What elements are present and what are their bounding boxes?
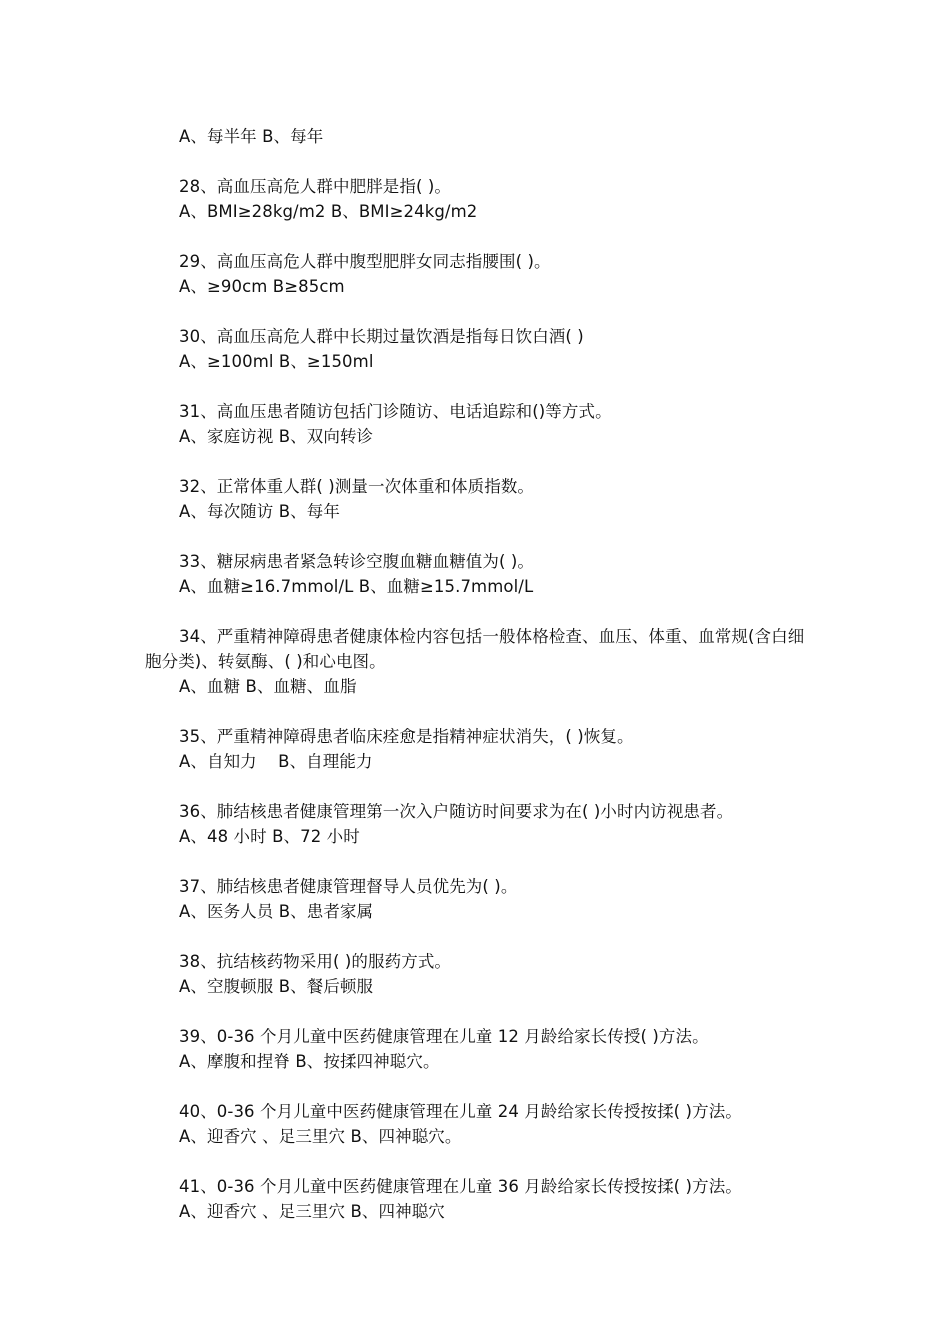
question-39: 39、0-36 个月儿童中医药健康管理在儿童 12 月龄给家长传授( )方法。 bbox=[179, 1027, 709, 1046]
question-37: 37、肺结核患者健康管理督导人员优先为( )。 bbox=[179, 877, 518, 896]
answer-options-31: A、家庭访视 B、双向转诊 bbox=[179, 427, 374, 446]
answer-options-32: A、每次随访 B、每年 bbox=[179, 502, 340, 521]
question-32: 32、正常体重人群( )测量一次体重和体质指数。 bbox=[179, 477, 535, 496]
answer-options-37: A、医务人员 B、患者家属 bbox=[179, 902, 374, 921]
question-40: 40、0-36 个月儿童中医药健康管理在儿童 24 月龄给家长传授按揉( )方法。 bbox=[179, 1102, 742, 1121]
answer-options-28: A、BMI≥28kg/m2 B、BMI≥24kg/m2 bbox=[179, 202, 478, 221]
answer-options-36: A、48 小时 B、72 小时 bbox=[179, 827, 360, 846]
question-38: 38、抗结核药物采用( )的服药方式。 bbox=[179, 952, 452, 971]
answer-options-30: A、≥100ml B、≥150ml bbox=[179, 352, 374, 371]
answer-options-35: A、自知力 B、自理能力 bbox=[179, 752, 373, 771]
answer-options-41: A、迎香穴 、足三里穴 B、四神聪穴 bbox=[179, 1202, 445, 1221]
answer-options-29: A、≥90cm B≥85cm bbox=[179, 277, 345, 296]
question-35: 35、严重精神障碍患者临床痊愈是指精神症状消失，( )恢复。 bbox=[179, 727, 634, 746]
question-29: 29、高血压高危人群中腹型肥胖女同志指腰围( )。 bbox=[179, 252, 551, 271]
answer-options-33: A、血糖≥16.7mmol/L B、血糖≥15.7mmol/L bbox=[179, 577, 534, 596]
question-28: 28、高血压高危人群中肥胖是指( )。 bbox=[179, 177, 452, 196]
question-30: 30、高血压高危人群中长期过量饮酒是指每日饮白酒( ) bbox=[179, 327, 584, 346]
answer-options-39: A、摩腹和捏脊 B、按揉四神聪穴。 bbox=[179, 1052, 440, 1071]
question-34: 34、严重精神障碍患者健康体检内容包括一般体格检查、血压、体重、血常规(含白细胞分类)、转氨酶、( )和心电图。 bbox=[145, 627, 805, 671]
answer-options-40: A、迎香穴 、足三里穴 B、四神聪穴。 bbox=[179, 1127, 462, 1146]
question-33: 33、糖尿病患者紧急转诊空腹血糖血糖值为( )。 bbox=[179, 552, 535, 571]
question-31: 31、高血压患者随访包括门诊随访、电话追踪和()等方式。 bbox=[179, 402, 612, 421]
question-41: 41、0-36 个月儿童中医药健康管理在儿童 36 月龄给家长传授按揉( )方法。 bbox=[179, 1177, 742, 1196]
answer-options-34: A、血糖 B、血糖、血脂 bbox=[179, 677, 357, 696]
question-36: 36、肺结核患者健康管理第一次入户随访时间要求为在( )小时内访视患者。 bbox=[179, 802, 734, 821]
question-list bbox=[145, 124, 815, 1224]
answer-options-38: A、空腹顿服 B、餐后顿服 bbox=[179, 977, 374, 996]
answer-options: A、每半年 B、每年 bbox=[179, 127, 324, 146]
